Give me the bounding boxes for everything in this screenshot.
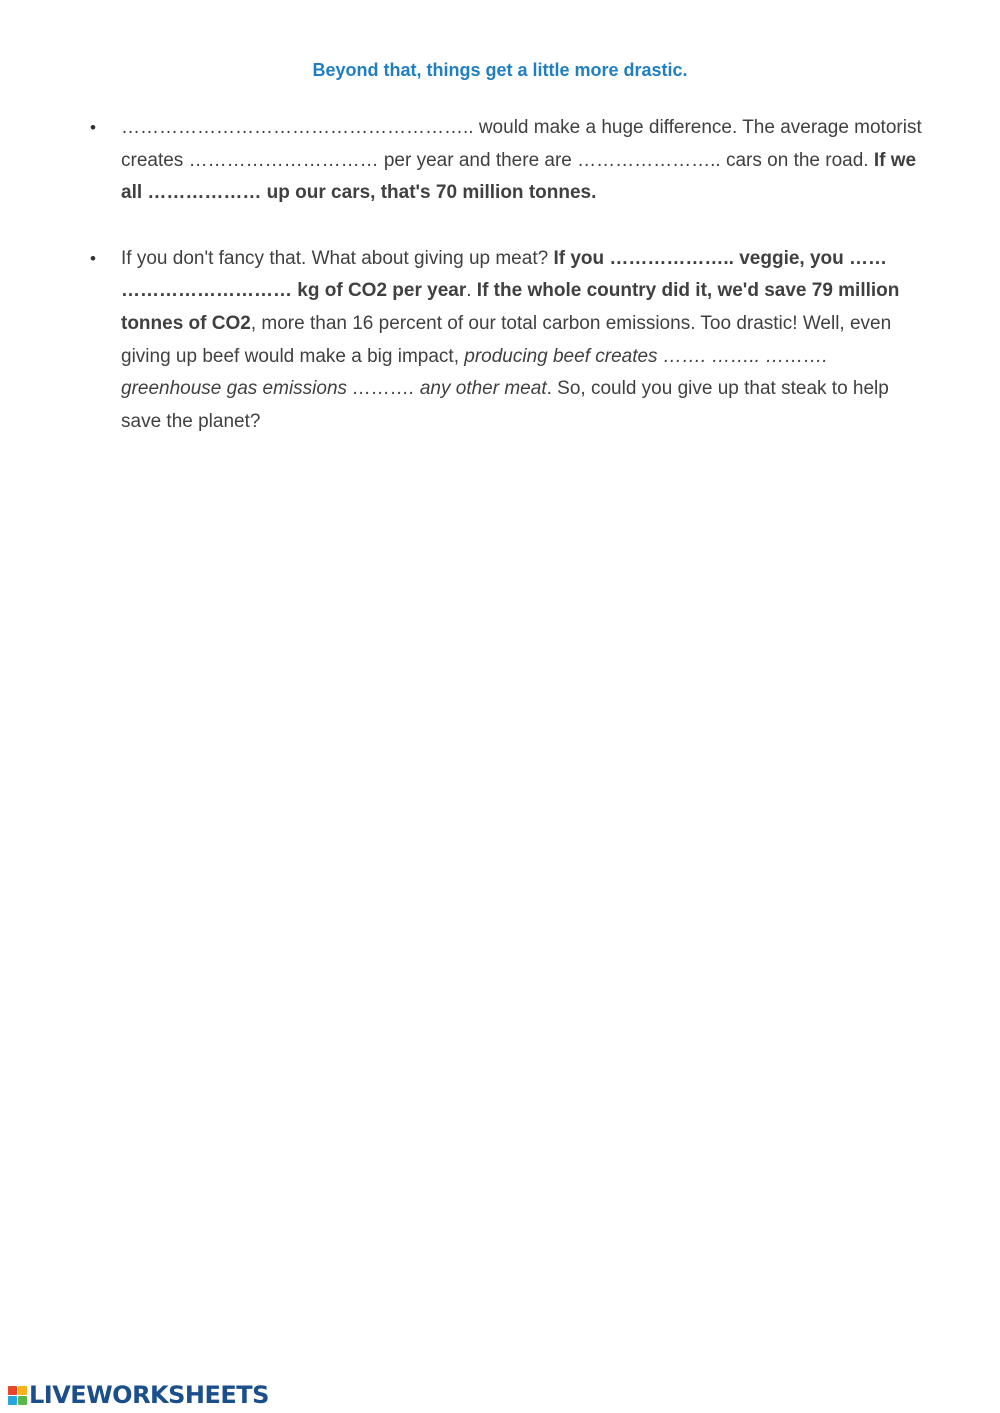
text-segment: If the whole country did it, we'd save 79 million tonnes of CO2 xyxy=(121,280,900,334)
text-segment: If we all ……………… up our cars, that's 70 million tonnes. xyxy=(121,149,917,204)
text-segment: . xyxy=(466,280,477,302)
logo-square xyxy=(18,1396,27,1405)
text-segment: . So, could you give up that steak to help save the planet? xyxy=(121,378,889,432)
text-segment: , more than 16 percent of our total carbon emissions. Too drastic! Well, even giving up beef would make a big impact, xyxy=(121,312,892,367)
logo-square xyxy=(18,1386,27,1395)
list-item xyxy=(121,243,926,439)
page-heading: Beyond that, things get a little more drastic. xyxy=(312,60,688,80)
brand-footer[interactable] xyxy=(8,1380,269,1410)
bullet-list xyxy=(121,112,926,471)
text-segment: If you don't fancy that. What about giving up meat? xyxy=(121,247,554,269)
text-segment: If you ……………….. veggie, you …… ……………………… kg of CO2 per year xyxy=(121,247,888,302)
brand-name: LIVEWORKSHEETS xyxy=(29,1381,269,1409)
list-item xyxy=(121,112,926,210)
logo-square xyxy=(8,1396,17,1405)
logo-square xyxy=(8,1386,17,1395)
liveworksheets-logo-icon xyxy=(8,1386,27,1405)
text-segment: producing beef creates ……. …….. ………. greenhouse gas emissions ………. any other meat xyxy=(121,345,828,400)
text-segment: ……………………………………………….. would make a huge difference. The average motorist creates ………………………… per year and there are ………………….. cars on the road. xyxy=(121,117,922,171)
